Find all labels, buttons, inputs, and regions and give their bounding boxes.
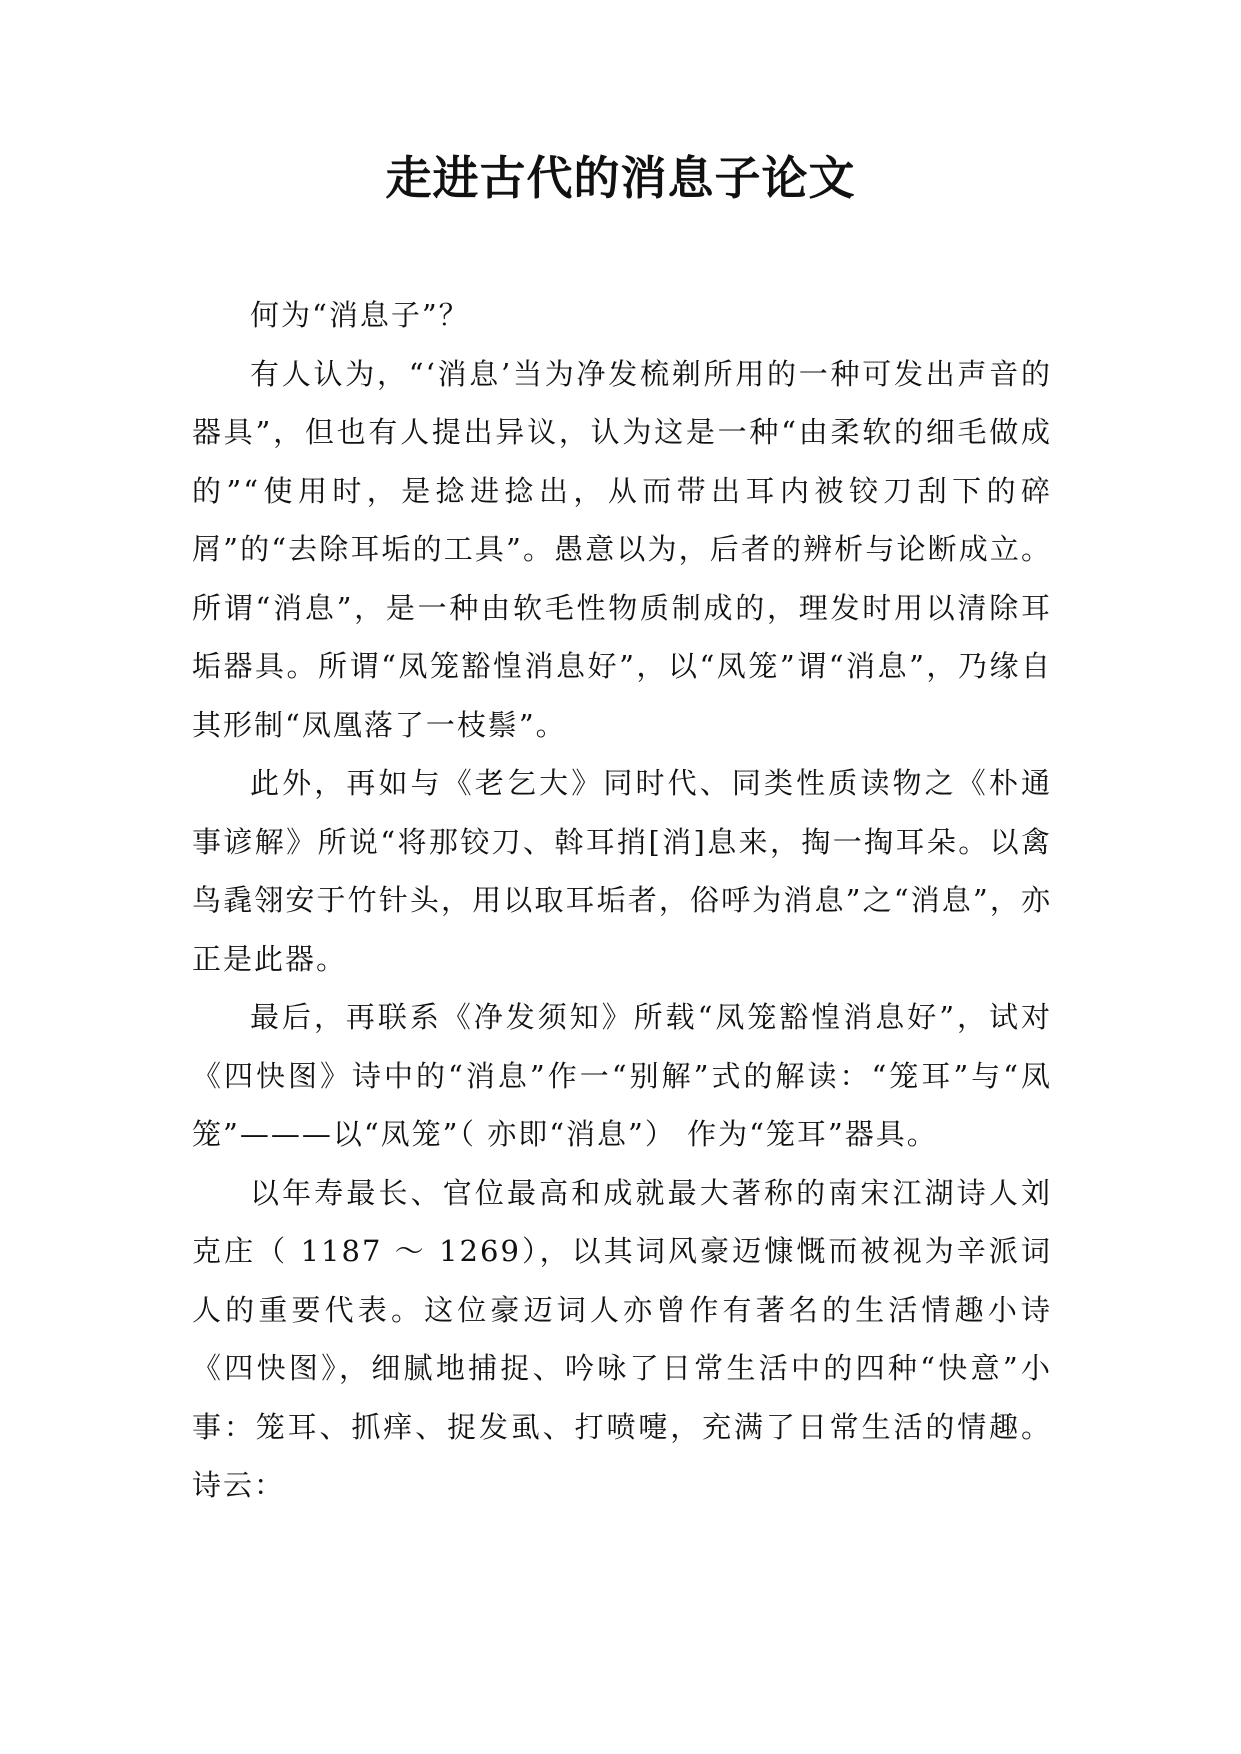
- document-body: [192, 286, 1052, 1515]
- paragraph-additional-evidence: 此外，再如与《老乞大》同时代、同类性质读物之《朴通事谚解》所说“将那铰刀、斡耳捎[消]息来，掏一掏耳朵。以禽鸟毳翎安于竹针头，用以取耳垢者，俗呼为消息”之“消息”，亦正是此器。: [192, 766, 1052, 976]
- paragraph-question: 何为“消息子”？: [250, 298, 470, 332]
- paragraph-interpretation: 最后，再联系《净发须知》所载“凤笼豁惶消息好”，试对《四快图》诗中的“消息”作一“别解”式的解读：“笼耳”与“凤笼”———以“凤笼”（ 亦即“消息”） 作为“笼耳”器具。: [192, 1000, 1052, 1151]
- paragraph-definition: 有人认为，“‘消息’当为净发梳剃所用的一种可发出声音的器具”，但也有人提出异议，认为这是一种“由柔软的细毛做成的”“使用时，是捻进捻出，从而带出耳内被铰刀刮下的碎屑”的“去除耳垢的工具”。愚意以为，后者的辨析与论断成立。所谓“消息”，是一种由软毛性物质制成的，理发时用以清除耳垢器具。所谓“凤笼豁惶消息好”，以“凤笼”谓“消息”，乃缘自其形制“凤凰落了一枝鬃”。: [192, 356, 1052, 742]
- paragraph-poet-background: 以年寿最长、官位最高和成就最大著称的南宋江湖诗人刘克庄（ 1187 ～ 1269），以其词风豪迈慷慨而被视为辛派词人的重要代表。这位豪迈词人亦曾作有著名的生活情趣小诗《四快图》，细腻地捕捉、吟咏了日常生活中的四种“快意”小事：笼耳、抓痒、捉发虱、打喷嚏，充满了日常生活的情趣。诗云：: [192, 1175, 1052, 1502]
- document-title: 走进古代的消息子论文: [385, 151, 856, 205]
